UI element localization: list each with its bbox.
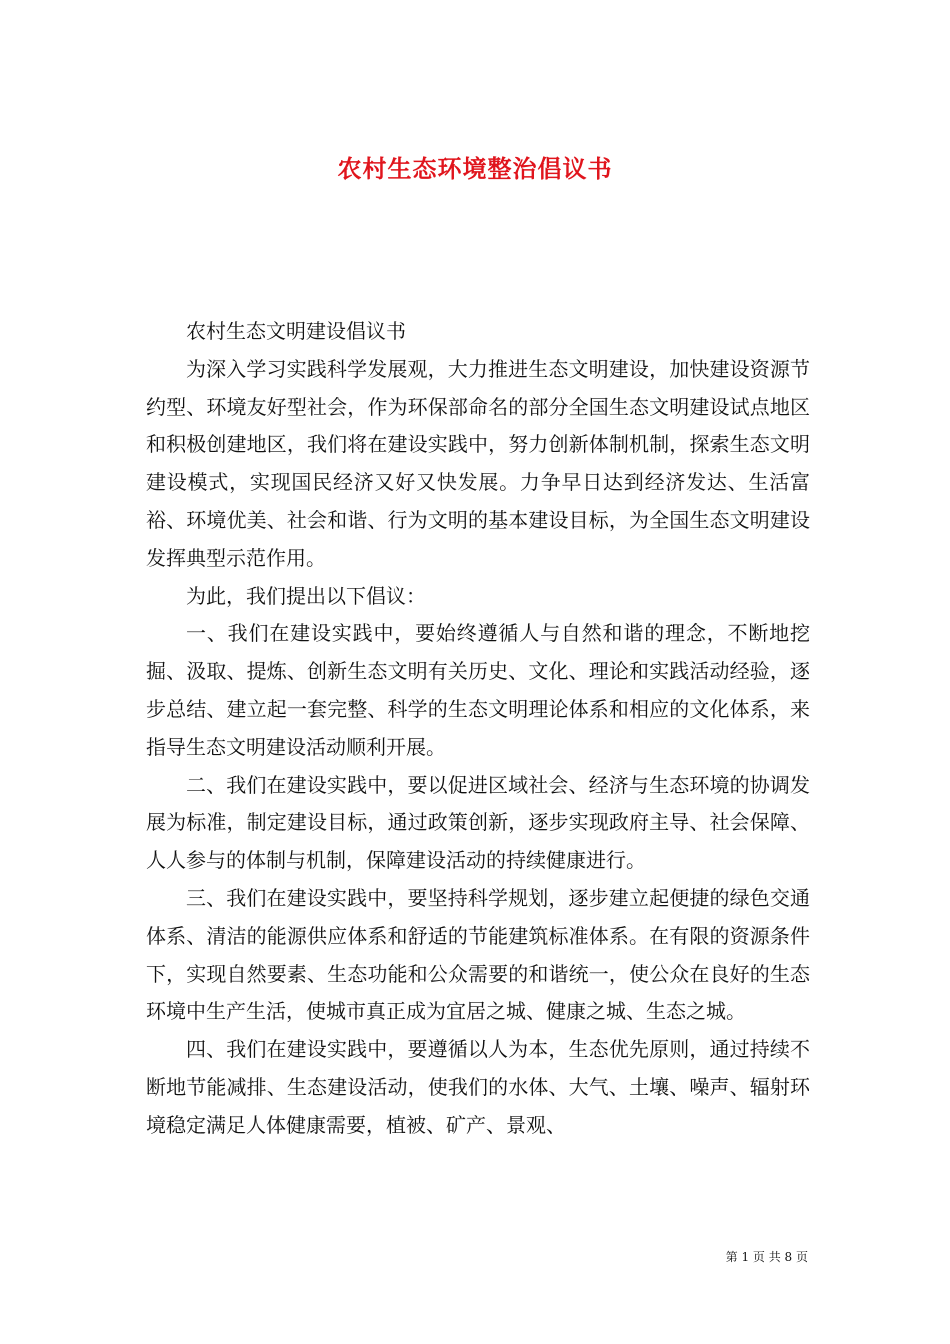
paragraph-item-3: 三、我们在建设实践中，要坚持科学规划，逐步建立起便捷的绿色交通体系、清洁的能源供应体系和舒适的节能建筑标准体系。在有限的资源条件下，实现自然要素、生态功能和公众需要的和谐统一，使公众在良好的生态环境中生产生活，使城市真正成为宜居之城、健康之城、生态之城。 [146,885,810,1024]
paragraph-proposal-lead: 为此，我们提出以下倡议： [186,583,426,608]
page-title: 农村生态环境整治倡议书 [337,154,613,184]
paragraph-intro: 为深入学习实践科学发展观，大力推进生态文明建设，加快建设资源节约型、环境友好型社会，作为环保部命名的部分全国生态文明建设试点地区和积极创建地区，我们将在建设实践中，努力创新体制机制，探索生态文明建设模式，实现国民经济又好又快发展。力争早日达到经济发达、生活富裕、环境优美、社会和谐、行为文明的基本建设目标，为全国生态文明建设发挥典型示范作用。 [146,356,810,570]
paragraph-subtitle: 农村生态文明建设倡议书 [186,319,406,343]
paragraph-item-4: 四、我们在建设实践中，要遵循以人为本，生态优先原则，通过持续不断地节能减排、生态建设活动，使我们的水体、大气、土壤、噪声、辐射环境稳定满足人体健康需要，植被、矿产、景观、 [146,1037,810,1137]
page-number-footer: 第 1 页 共 8 页 [725,1250,808,1264]
paragraph-item-1: 一、我们在建设实践中，要始终遵循人与自然和谐的理念，不断地挖掘、汲取、提炼、创新生态文明有关历史、文化、理论和实践活动经验，逐步总结、建立起一套完整、科学的生态文明理论体系和相应的文化体系，来指导生态文明建设活动顺利开展。 [146,621,810,759]
document-body [146,313,810,1145]
paragraph-item-2: 二、我们在建设实践中，要以促进区域社会、经济与生态环境的协调发展为标准，制定建设目标，通过政策创新，逐步实现政府主导、社会保障、人人参与的体制与机制，保障建设活动的持续健康进行。 [146,772,810,873]
